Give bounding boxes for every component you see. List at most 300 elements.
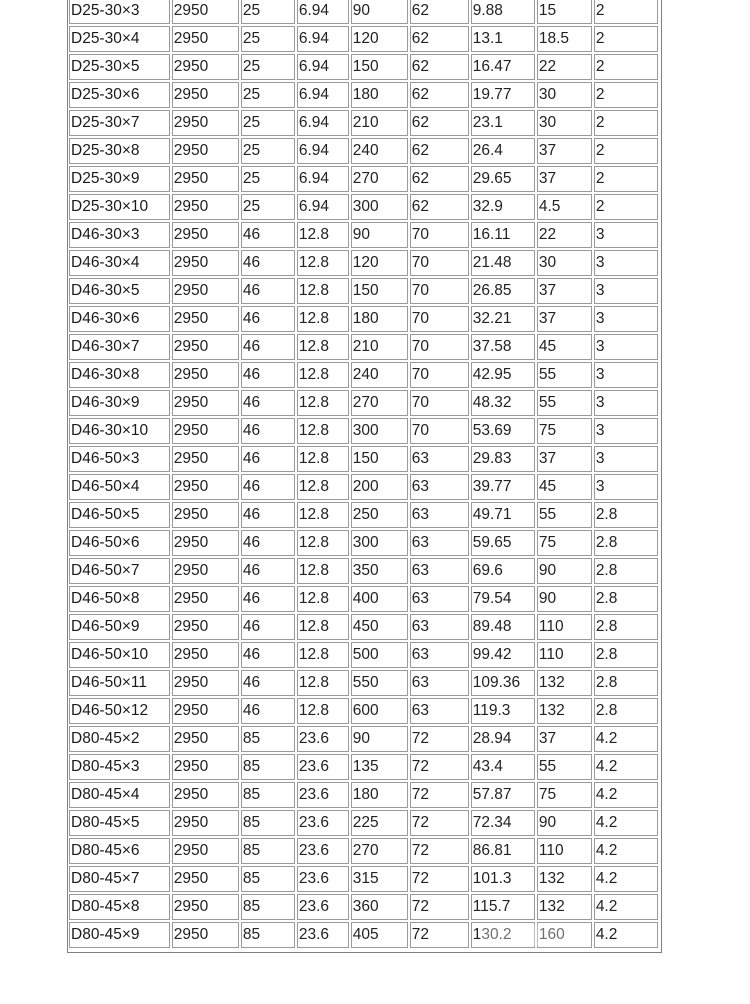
table-cell-c9: 4.2 [594,866,658,892]
table-cell-c3: 46 [241,222,295,248]
table-cell-c9: 3 [594,334,658,360]
table-cell-c6: 70 [410,250,469,276]
table-cell-c3: 46 [241,502,295,528]
table-cell-c4: 12.8 [297,278,349,304]
spec-table-container [67,0,662,953]
table-row [69,754,658,780]
table-cell-c2: 2950 [172,390,239,416]
table-cell-c6: 62 [410,110,469,136]
table-cell-model: D80-45×9 [69,922,170,948]
table-cell-c8: 110 [537,642,592,668]
table-row [69,866,658,892]
table-cell-c8: 37 [537,166,592,192]
table-cell-c7: 29.65 [471,166,535,192]
table-cell-c3: 46 [241,474,295,500]
table-cell-c3: 85 [241,810,295,836]
table-cell-model: D80-45×3 [69,754,170,780]
table-cell-c2: 2950 [172,54,239,80]
table-row [69,362,658,388]
table-cell-c5: 315 [351,866,408,892]
table-cell-model: D46-50×5 [69,502,170,528]
table-cell-c5: 90 [351,0,408,24]
table-cell-c9: 2.8 [594,642,658,668]
table-cell-c9: 2 [594,194,658,220]
table-cell-c8: 90 [537,558,592,584]
table-cell-c3: 46 [241,558,295,584]
table-cell-c9: 2.8 [594,502,658,528]
table-row [69,614,658,640]
table-cell-c3: 85 [241,754,295,780]
table-cell-c8: 75 [537,530,592,556]
table-cell-c9: 2 [594,26,658,52]
table-row [69,138,658,164]
table-cell-c5: 180 [351,782,408,808]
table-cell-model: D25-30×5 [69,54,170,80]
table-cell-c7: 23.1 [471,110,535,136]
table-row [69,810,658,836]
table-row [69,54,658,80]
table-cell-c2: 2950 [172,26,239,52]
table-cell-c5: 360 [351,894,408,920]
table-cell-c8: 75 [537,782,592,808]
table-row [69,502,658,528]
table-cell-c7: 16.11 [471,222,535,248]
table-cell-c7: 39.77 [471,474,535,500]
table-cell-c8: 30 [537,110,592,136]
table-cell-model: D25-30×4 [69,26,170,52]
table-cell-c2: 2950 [172,362,239,388]
table-row [69,726,658,752]
table-row [69,166,658,192]
table-cell-c6: 72 [410,810,469,836]
table-cell-model: D46-50×11 [69,670,170,696]
table-row [69,26,658,52]
table-cell-c6: 72 [410,838,469,864]
table-cell-c3: 25 [241,110,295,136]
table-cell-c9: 3 [594,278,658,304]
table-cell-model: D80-45×7 [69,866,170,892]
table-cell-c8: 45 [537,334,592,360]
table-cell-c5: 150 [351,278,408,304]
table-cell-c4: 12.8 [297,362,349,388]
table-cell-c5: 270 [351,390,408,416]
table-cell-c2: 2950 [172,502,239,528]
table-cell-c7: 21.48 [471,250,535,276]
table-cell-c6: 72 [410,894,469,920]
table-row [69,474,658,500]
table-cell-c8: 18.5 [537,26,592,52]
table-cell-c8: 55 [537,362,592,388]
table-cell-c2: 2950 [172,278,239,304]
table-cell-c6: 72 [410,754,469,780]
table-cell-c4: 12.8 [297,642,349,668]
table-cell-c3: 46 [241,446,295,472]
table-cell-model: D80-45×2 [69,726,170,752]
table-cell-c3: 46 [241,278,295,304]
table-cell-c5: 150 [351,446,408,472]
table-cell-c5: 550 [351,670,408,696]
table-cell-c4: 23.6 [297,838,349,864]
table-cell-c2: 2950 [172,670,239,696]
table-cell-c7: 16.47 [471,54,535,80]
table-cell-c7: 42.95 [471,362,535,388]
table-cell-c2: 2950 [172,782,239,808]
table-cell-c3: 85 [241,922,295,948]
table-cell-c3: 25 [241,26,295,52]
table-row [69,446,658,472]
table-row [69,194,658,220]
table-cell-c9: 2 [594,82,658,108]
table-cell-model: D46-50×7 [69,558,170,584]
table-cell-c6: 63 [410,586,469,612]
table-cell-c3: 25 [241,0,295,24]
table-row [69,586,658,612]
table-cell-model: D46-50×6 [69,530,170,556]
table-cell-c3: 46 [241,418,295,444]
table-cell-c2: 2950 [172,446,239,472]
table-cell-c9: 4.2 [594,922,658,948]
table-cell-c6: 63 [410,474,469,500]
table-cell-c4: 12.8 [297,418,349,444]
table-cell-c5: 300 [351,530,408,556]
table-cell-c5: 200 [351,474,408,500]
table-cell-c6: 62 [410,138,469,164]
table-cell-c8: 4.5 [537,194,592,220]
table-cell-c6: 70 [410,222,469,248]
table-cell-c8: 37 [537,306,592,332]
table-cell-c6: 62 [410,82,469,108]
table-cell-c3: 25 [241,194,295,220]
table-cell-c5: 350 [351,558,408,584]
table-cell-c4: 6.94 [297,194,349,220]
table-row [69,110,658,136]
table-cell-c4: 12.8 [297,250,349,276]
table-cell-c3: 46 [241,530,295,556]
table-row [69,838,658,864]
table-cell-c2: 2950 [172,194,239,220]
table-cell-c9: 2.8 [594,614,658,640]
table-cell-c4: 23.6 [297,782,349,808]
table-cell-c6: 72 [410,866,469,892]
table-cell-c8: 132 [537,670,592,696]
table-cell-c5: 300 [351,418,408,444]
table-cell-c7: 130.2 [471,922,535,948]
table-cell-model: D46-50×3 [69,446,170,472]
table-cell-c7: 32.9 [471,194,535,220]
table-cell-c8: 37 [537,726,592,752]
table-cell-c6: 63 [410,642,469,668]
table-cell-c7: 115.7 [471,894,535,920]
table-cell-c8: 55 [537,390,592,416]
table-cell-c5: 120 [351,26,408,52]
table-cell-c6: 70 [410,306,469,332]
table-cell-c9: 4.2 [594,894,658,920]
table-cell-c6: 62 [410,166,469,192]
table-cell-model: D25-30×9 [69,166,170,192]
table-cell-c8: 55 [537,754,592,780]
table-cell-c6: 70 [410,278,469,304]
table-cell-model: D46-50×10 [69,642,170,668]
table-cell-model: D25-30×6 [69,82,170,108]
table-cell-c5: 180 [351,306,408,332]
table-cell-c9: 3 [594,446,658,472]
table-row [69,894,658,920]
table-cell-model: D25-30×7 [69,110,170,136]
table-cell-c2: 2950 [172,474,239,500]
table-cell-c7: 86.81 [471,838,535,864]
table-cell-c7: 79.54 [471,586,535,612]
table-cell-c9: 2.8 [594,670,658,696]
table-cell-c3: 46 [241,362,295,388]
table-cell-c8: 75 [537,418,592,444]
spec-table-body [69,0,658,948]
table-cell-c3: 46 [241,306,295,332]
table-cell-model: D80-45×8 [69,894,170,920]
table-cell-c9: 4.2 [594,782,658,808]
table-cell-c8: 37 [537,446,592,472]
spec-table [67,0,660,950]
table-cell-c4: 12.8 [297,614,349,640]
table-cell-model: D80-45×5 [69,810,170,836]
table-cell-c5: 150 [351,54,408,80]
table-cell-model: D46-50×4 [69,474,170,500]
table-cell-model: D46-50×8 [69,586,170,612]
table-row [69,698,658,724]
table-cell-c5: 225 [351,810,408,836]
table-cell-c4: 6.94 [297,110,349,136]
table-cell-c8: 132 [537,698,592,724]
table-cell-c7: 48.32 [471,390,535,416]
table-cell-c5: 120 [351,250,408,276]
table-row [69,334,658,360]
table-cell-c4: 12.8 [297,670,349,696]
table-cell-c8: 45 [537,474,592,500]
table-cell-model: D46-30×4 [69,250,170,276]
table-cell-c9: 4.2 [594,754,658,780]
table-cell-c8: 90 [537,586,592,612]
table-cell-c7: 26.4 [471,138,535,164]
table-cell-model: D46-30×10 [69,418,170,444]
table-cell-c7: 72.34 [471,810,535,836]
table-cell-c6: 72 [410,782,469,808]
table-cell-c8: 55 [537,502,592,528]
table-cell-c7: 59.65 [471,530,535,556]
table-cell-c7: 29.83 [471,446,535,472]
table-cell-c9: 2 [594,54,658,80]
table-cell-c7: 57.87 [471,782,535,808]
table-cell-c7: 9.88 [471,0,535,24]
table-cell-c2: 2950 [172,82,239,108]
table-cell-c7: 49.71 [471,502,535,528]
table-cell-c3: 46 [241,670,295,696]
table-cell-c3: 85 [241,782,295,808]
table-cell-c7: 99.42 [471,642,535,668]
table-cell-c7: 109.36 [471,670,535,696]
table-cell-c8: 37 [537,138,592,164]
table-cell-c5: 210 [351,110,408,136]
table-cell-c9: 2.8 [594,558,658,584]
table-cell-c2: 2950 [172,698,239,724]
table-row [69,250,658,276]
table-cell-c9: 3 [594,306,658,332]
table-cell-c8: 37 [537,278,592,304]
table-cell-c4: 23.6 [297,810,349,836]
table-cell-c4: 6.94 [297,54,349,80]
table-cell-c2: 2950 [172,418,239,444]
table-cell-c3: 46 [241,334,295,360]
table-cell-c5: 270 [351,838,408,864]
table-cell-c6: 62 [410,194,469,220]
table-cell-c4: 12.8 [297,446,349,472]
table-cell-model: D25-30×3 [69,0,170,24]
table-cell-c6: 63 [410,558,469,584]
table-cell-c7: 28.94 [471,726,535,752]
table-cell-c2: 2950 [172,334,239,360]
table-cell-c9: 3 [594,250,658,276]
table-cell-c2: 2950 [172,726,239,752]
table-cell-c2: 2950 [172,754,239,780]
table-cell-c4: 12.8 [297,306,349,332]
table-cell-c2: 2950 [172,166,239,192]
table-cell-model: D80-45×6 [69,838,170,864]
table-cell-c7: 119.3 [471,698,535,724]
table-cell-c5: 250 [351,502,408,528]
table-row [69,418,658,444]
table-cell-c8: 90 [537,810,592,836]
table-cell-c2: 2950 [172,894,239,920]
table-cell-c9: 3 [594,222,658,248]
table-cell-c6: 72 [410,922,469,948]
table-cell-c9: 2.8 [594,586,658,612]
table-cell-model: D46-30×7 [69,334,170,360]
table-cell-c4: 12.8 [297,222,349,248]
table-cell-c4: 12.8 [297,474,349,500]
table-cell-c8: 30 [537,82,592,108]
table-cell-c5: 240 [351,138,408,164]
table-cell-c2: 2950 [172,586,239,612]
table-cell-c7: 101.3 [471,866,535,892]
table-cell-c6: 63 [410,530,469,556]
table-cell-c4: 12.8 [297,530,349,556]
table-row [69,82,658,108]
table-cell-c3: 25 [241,54,295,80]
table-cell-model: D46-50×12 [69,698,170,724]
table-cell-c4: 12.8 [297,586,349,612]
table-cell-c2: 2950 [172,558,239,584]
table-cell-c2: 2950 [172,530,239,556]
table-cell-c4: 12.8 [297,390,349,416]
table-row [69,278,658,304]
table-cell-model: D46-30×3 [69,222,170,248]
table-cell-c6: 63 [410,614,469,640]
table-cell-c7: 89.48 [471,614,535,640]
table-cell-c9: 2 [594,0,658,24]
table-cell-c3: 25 [241,82,295,108]
table-row [69,530,658,556]
table-cell-c2: 2950 [172,306,239,332]
table-cell-c5: 90 [351,726,408,752]
table-cell-c5: 240 [351,362,408,388]
table-cell-c3: 46 [241,390,295,416]
table-cell-c4: 6.94 [297,166,349,192]
table-cell-c2: 2950 [172,810,239,836]
table-cell-c8: 160 [537,922,592,948]
table-row [69,670,658,696]
table-cell-c7: 53.69 [471,418,535,444]
table-cell-c9: 3 [594,362,658,388]
table-cell-c5: 210 [351,334,408,360]
table-cell-model: D46-30×9 [69,390,170,416]
table-cell-c8: 30 [537,250,592,276]
table-cell-c4: 23.6 [297,894,349,920]
table-cell-c8: 22 [537,54,592,80]
table-cell-c5: 500 [351,642,408,668]
table-cell-c6: 63 [410,670,469,696]
table-cell-c7: 26.85 [471,278,535,304]
table-cell-c7: 32.21 [471,306,535,332]
table-cell-c2: 2950 [172,838,239,864]
table-cell-model: D80-45×4 [69,782,170,808]
table-cell-c3: 46 [241,250,295,276]
table-cell-c4: 23.6 [297,726,349,752]
table-cell-c5: 135 [351,754,408,780]
table-cell-c9: 3 [594,418,658,444]
table-row [69,222,658,248]
table-cell-c5: 450 [351,614,408,640]
table-cell-c8: 110 [537,614,592,640]
table-cell-c6: 63 [410,502,469,528]
table-cell-c3: 25 [241,138,295,164]
table-cell-c3: 46 [241,642,295,668]
table-cell-c3: 85 [241,838,295,864]
table-cell-c4: 6.94 [297,138,349,164]
table-cell-c4: 12.8 [297,558,349,584]
table-cell-c6: 70 [410,334,469,360]
table-cell-c4: 6.94 [297,82,349,108]
table-row [69,642,658,668]
table-row [69,306,658,332]
table-cell-c6: 72 [410,726,469,752]
table-cell-c2: 2950 [172,614,239,640]
table-cell-c7: 13.1 [471,26,535,52]
table-cell-c8: 15 [537,0,592,24]
table-row [69,922,658,948]
table-cell-c6: 70 [410,418,469,444]
table-cell-c3: 85 [241,866,295,892]
table-cell-c2: 2950 [172,250,239,276]
table-cell-c9: 4.2 [594,838,658,864]
table-cell-c4: 12.8 [297,698,349,724]
table-cell-c4: 6.94 [297,26,349,52]
table-cell-c4: 6.94 [297,0,349,24]
table-cell-c6: 62 [410,54,469,80]
table-cell-c9: 2.8 [594,698,658,724]
table-cell-c3: 46 [241,614,295,640]
table-cell-model: D46-30×8 [69,362,170,388]
table-cell-c5: 180 [351,82,408,108]
table-cell-c6: 70 [410,390,469,416]
table-cell-c8: 22 [537,222,592,248]
table-row [69,558,658,584]
table-cell-c4: 23.6 [297,866,349,892]
table-cell-c9: 4.2 [594,726,658,752]
table-cell-c2: 2950 [172,866,239,892]
table-cell-c3: 25 [241,166,295,192]
table-cell-c3: 46 [241,586,295,612]
table-cell-c9: 3 [594,474,658,500]
table-cell-model: D46-50×9 [69,614,170,640]
table-cell-c9: 2 [594,110,658,136]
